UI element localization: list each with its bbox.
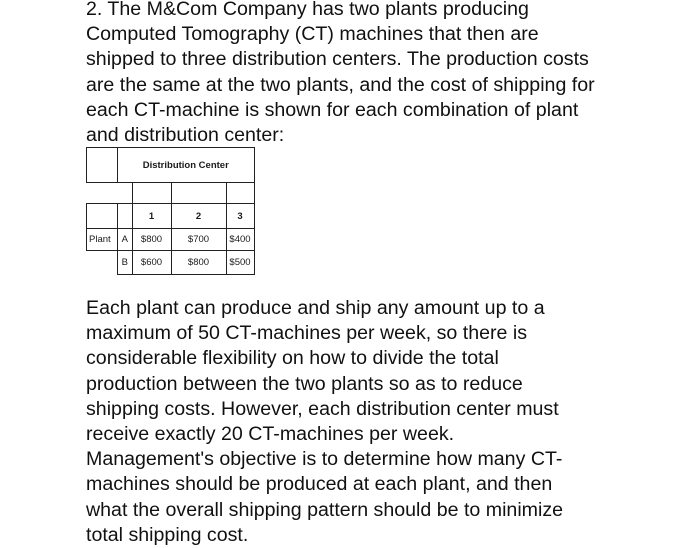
body-line: Management's objective is to determine how many CT- [86, 448, 563, 471]
table-row [87, 251, 255, 275]
column-header-2: 2 [171, 204, 226, 229]
column-header-3: 3 [226, 204, 254, 229]
cost-cell: $600 [132, 251, 171, 275]
intro-line: shipped to three distribution centers. The production costs [86, 48, 589, 71]
intro-line: each CT-machine is shown for each combination of plant [86, 98, 579, 121]
problem-body [86, 296, 686, 548]
problem-intro [86, 0, 686, 148]
body-line: shipping costs. However, each distribution center must [86, 397, 559, 420]
table-corner-cell [87, 148, 118, 183]
plant-name: B [118, 251, 133, 275]
cost-cell: $700 [171, 229, 226, 251]
plant-label: Plant [87, 229, 118, 251]
body-line: maximum of 50 CT-machines per week, so there is [86, 322, 528, 345]
intro-line: and distribution center: [86, 124, 285, 147]
distribution-center-header: Distribution Center [118, 148, 255, 183]
column-header-1: 1 [132, 204, 171, 229]
body-line: total shipping cost. [86, 523, 249, 546]
body-line: Each plant can produce and ship any amount up to a [86, 297, 545, 319]
cost-cell: $800 [171, 251, 226, 275]
plant-name: A [118, 229, 133, 251]
body-line: receive exactly 20 CT-machines per week. [86, 423, 455, 446]
cost-cell: $400 [226, 229, 254, 251]
intro-line: 2. The M&Com Company has two plants producing [86, 0, 529, 20]
cost-cell: $500 [226, 251, 254, 275]
body-line: what the overall shipping pattern should be to minimize [86, 498, 564, 521]
intro-line: Computed Tomography (CT) machines that then are [86, 23, 539, 46]
intro-line: are the same at the two plants, and the cost of shipping for [86, 73, 595, 96]
table-row [87, 229, 255, 251]
body-line: machines should be produced at each plant, and then [86, 473, 553, 496]
body-line: production between the two plants so as to reduce [86, 372, 523, 395]
shipping-cost-table [86, 147, 255, 275]
body-line: considerable flexibility on how to divide the total [86, 347, 499, 370]
cost-cell: $800 [132, 229, 171, 251]
